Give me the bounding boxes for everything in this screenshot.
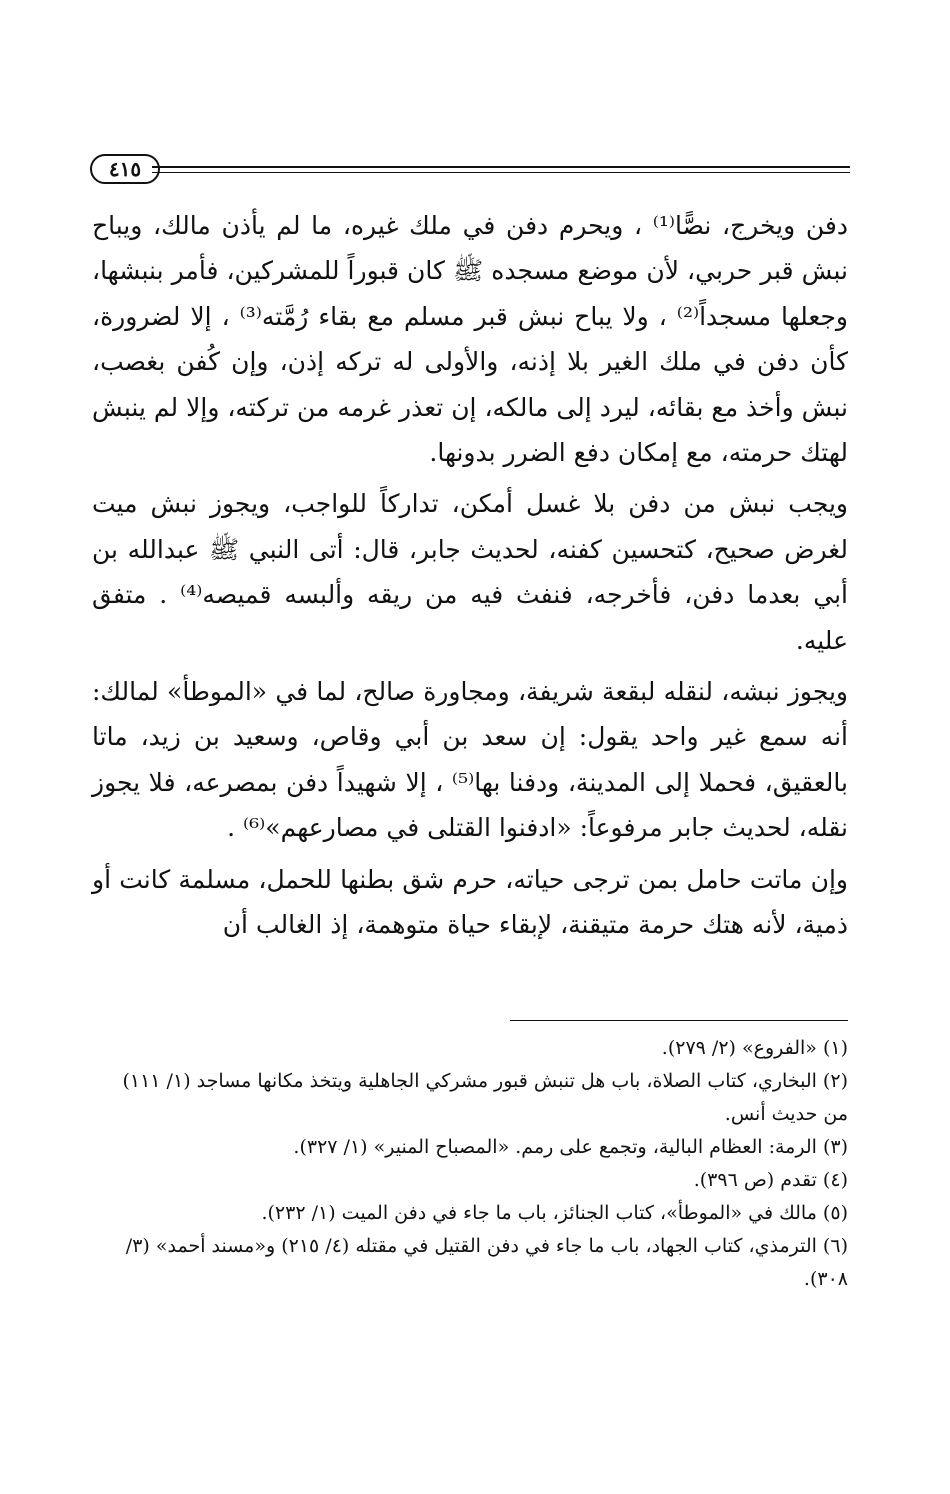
footnote: (٤) تقدم (ص ٣٩٦). <box>693 1169 848 1191</box>
main-text <box>92 203 848 954</box>
footnote: (٣) الرمة: العظام البالية، وتجمع على رمم. «المصباح المنير» (١/ ٣٢٧). <box>293 1136 848 1158</box>
header-rule <box>152 166 850 168</box>
header-rule-thin <box>152 172 850 173</box>
paragraph: دفن ويخرج، نصًّا⁽¹⁾ ، ويحرم دفن في ملك غيره، ما لم يأذن مالك، ويباح نبش قبر حربي، لأن موضع مسجده ﷺ كان قبوراً للمشركين، فأمر بنبشها، وجعلها مسجداً⁽²⁾ ، ولا يباح نبش قبر مسلم مع بقاء رُمَّته⁽³⁾ ، إلا لضرورة، كأن دفن في ملك الغير بلا إذنه، والأولى له تركه إذن، وإن كُفن بغصب، نبش وأخذ مع بقائه، ليرد إلى مالكه، إن تعذر غرمه من تركته، وإلا لم ينبش لهتك حرمته، مع إمكان دفع الضرر بدونها. <box>92 211 848 468</box>
paragraph: ويجوز نبشه، لنقله لبقعة شريفة، ومجاورة صالح، لما في «الموطأ» لمالك: أنه سمع غير واحد يقول: إن سعد بن أبي وقاص، وسعيد بن زيد، ماتا بالعقيق، فحملا إلى المدينة، ودفنا بها⁽⁵⁾ ، إلا شهيداً دفن بمصرعه، فلا يجوز نقله، لحديث جابر مرفوعاً: «ادفنوا القتلى في مصارعهم»⁽⁶⁾ . <box>92 677 848 843</box>
page-header <box>90 150 850 190</box>
footnote: (٢) البخاري، كتاب الصلاة، باب هل تنبش قبور مشركي الجاهلية ويتخذ مكانها مساجد (١/ ١١١) من حديث أنس. <box>122 1070 848 1125</box>
footnote: (٥) مالك في «الموطأ»، كتاب الجنائز، باب ما جاء في دفن الميت (١/ ٢٣٢). <box>261 1202 848 1224</box>
paragraph: ويجب نبش من دفن بلا غسل أمكن، تداركاً للواجب، ويجوز نبش ميت لغرض صحيح، كتحسين كفنه، لحديث جابر، قال: أتى النبي ﷺ عبدالله بن أبي بعدما دفن، فأخرجه، فنفث فيه من ريقه وألبسه قميصه⁽⁴⁾ . متفق عليه. <box>92 489 848 655</box>
page-number: ٤١٥ <box>90 154 160 184</box>
footnotes <box>92 1032 848 1296</box>
footnote-separator <box>510 1020 848 1021</box>
paragraph: وإن ماتت حامل بمن ترجى حياته، حرم شق بطنها للحمل، مسلمة كانت أو ذمية، لأنه هتك حرمة متيقنة، لإبقاء حياة متوهمة، إذ الغالب أن <box>92 864 848 940</box>
footnote: (٦) الترمذي، كتاب الجهاد، باب ما جاء في دفن القتيل في مقتله (٤/ ٢١٥) و«مسند أحمد» (٣/ ٣٠٨). <box>125 1235 848 1290</box>
footnote: (١) «الفروع» (٢/ ٢٧٩). <box>661 1037 848 1059</box>
